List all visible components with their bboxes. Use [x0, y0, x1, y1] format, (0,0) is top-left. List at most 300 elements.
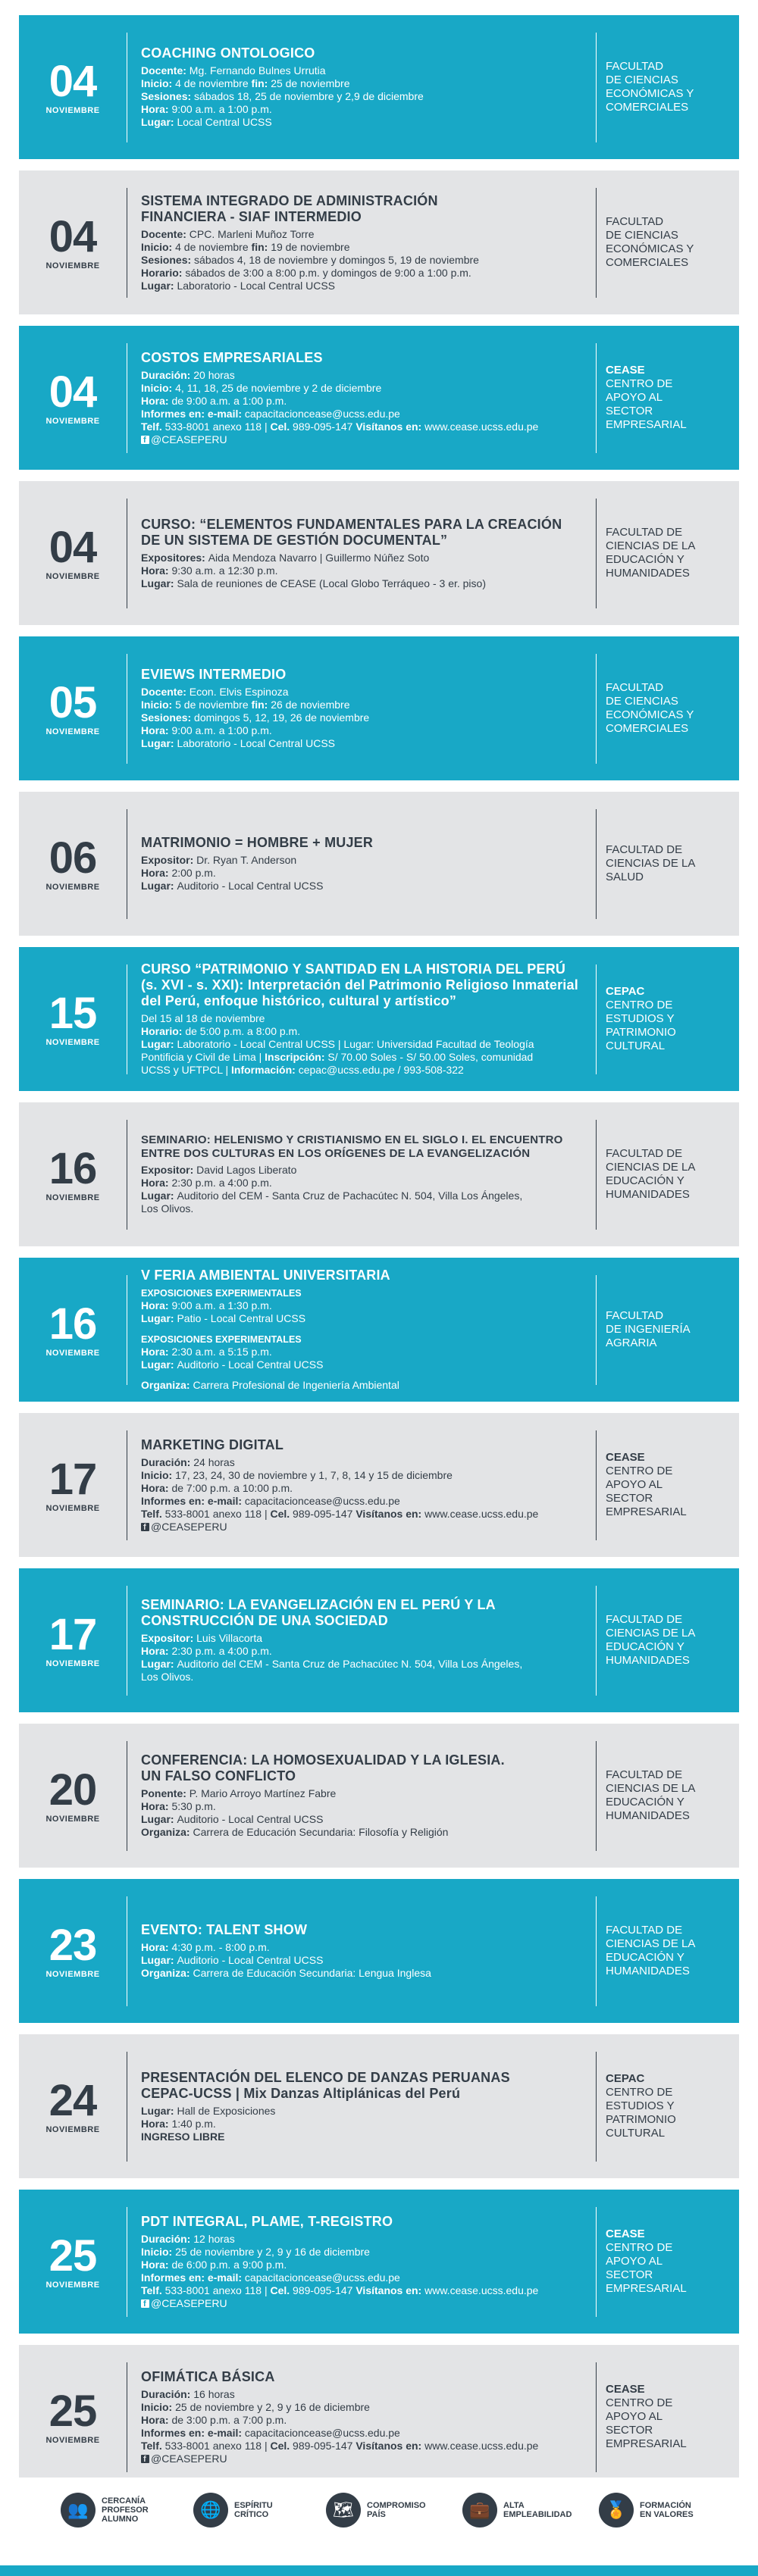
detail-value: 1:40 p.m. [171, 2117, 216, 2130]
event-day: 15 [49, 989, 97, 1038]
organizer-line: DE CIENCIAS [606, 695, 678, 708]
detail-label: Hora: [141, 2258, 172, 2271]
detail-value: 25 de noviembre y 2, 9 y 16 de diciembre [175, 2400, 370, 2413]
detail-label: Lugar: [141, 116, 177, 128]
event-detail [141, 2105, 590, 2118]
organizer-line: SECTOR [606, 405, 653, 417]
event-date [19, 1923, 127, 1979]
event-organizer [597, 1613, 739, 1668]
organizer-line: PATRIMONIO [606, 2113, 676, 2126]
detail-value: 533-8001 anexo 118 | [164, 420, 271, 433]
event-title [141, 2369, 590, 2385]
event-organizer [597, 215, 739, 270]
event-detail [141, 1012, 590, 1025]
detail-value: Carrera Profesional de Ingeniería Ambiental [193, 1379, 399, 1391]
detail-value: sábados de 3:00 a 8:00 p.m. y domingos de 9:00 a 1:00 p.m. [185, 266, 471, 279]
detail-label: Hora: [141, 1177, 172, 1189]
organizer-line: ESTUDIOS Y [606, 2099, 675, 2112]
detail-value: 9:30 a.m. a 12:30 p.m. [171, 564, 278, 577]
event-card [19, 2345, 739, 2489]
detail-label: Sesiones: [141, 90, 195, 102]
detail-label: Hora: [141, 103, 172, 115]
event-title-line: CURSO: “ELEMENTOS FUNDAMENTALES PARA LA CREACIÓN [141, 516, 562, 532]
event-detail [141, 577, 590, 590]
detail-label: Hora: [141, 394, 172, 407]
event-title-line: CEPAC-UCSS | Mix Danzas Altiplánicas del Perú [141, 2085, 461, 2101]
event-month: NOVIEMBRE [45, 1504, 100, 1513]
event-title-line: SEMINARIO: HELENISMO Y CRISTIANISMO EN EL SIGLO I. EL ENCUENTRO [141, 1133, 563, 1146]
event-info [127, 517, 590, 590]
detail-label: Hora: [141, 1941, 172, 1953]
detail-value: @CEASEPERU [151, 1520, 227, 1533]
event-day: 24 [49, 2076, 97, 2125]
value-label-line: ESPÍRITU [234, 2501, 273, 2510]
detail-label: Expositor: [141, 854, 197, 866]
organizer-line: DE CIENCIAS [606, 73, 678, 86]
detail-label: Lugar: [141, 880, 177, 892]
briefcase-icon: 💼 [462, 2493, 497, 2528]
event-detail [141, 77, 590, 90]
detail-label: Lugar: [141, 2104, 177, 2117]
detail-value: 9:00 a.m. a 1:00 p.m. [171, 724, 272, 736]
event-detail [141, 64, 590, 77]
event-title [141, 2070, 590, 2102]
value-label-line: EN VALORES [640, 2510, 694, 2519]
organizer-line: CULTURAL [606, 2127, 666, 2140]
event-detail [141, 2440, 590, 2453]
event-day: 04 [49, 367, 97, 417]
event-detail [141, 420, 590, 433]
detail-label: Lugar: [141, 737, 177, 749]
event-title [141, 1752, 590, 1784]
event-info [127, 2369, 590, 2465]
event-detail [141, 395, 590, 408]
event-detail [141, 2233, 590, 2246]
detail-value: de 6:00 p.m. a 9:00 p.m. [171, 2258, 287, 2271]
detail-value: Local Central UCSS [177, 116, 272, 128]
organizer-line: HUMANIDADES [606, 1809, 690, 1822]
detail-value: 989-095-147 [293, 2284, 356, 2296]
detail-label: Cel. [270, 420, 293, 433]
organizer-line: DE CIENCIAS [606, 229, 678, 242]
event-organizer [597, 681, 739, 736]
detail-value: 989-095-147 [293, 1507, 356, 1520]
detail-label: Visítanos en: [356, 420, 425, 433]
detail-label: Cel. [270, 1507, 293, 1520]
organizer-line: ECONÓMICAS Y [606, 708, 694, 721]
detail-label: Expositor: [141, 1632, 197, 1644]
facebook-icon [141, 2455, 149, 2463]
detail-value: Laboratorio - Local Central UCSS [177, 279, 335, 292]
event-info [127, 1922, 590, 1980]
detail-label: Inicio: [141, 2400, 176, 2413]
value-label-line: CERCANÍA [102, 2496, 146, 2506]
detail-value: 989-095-147 [293, 2439, 356, 2452]
detail-label: Cel. [270, 2284, 293, 2296]
event-card [19, 2190, 739, 2334]
value-label-line: COMPROMISO [367, 2501, 426, 2510]
detail-label: Inicio: [141, 699, 176, 711]
event-detail [141, 369, 590, 382]
organizer-line: EDUCACIÓN Y [606, 1951, 684, 1964]
detail-label: Lugar: [141, 1312, 177, 1324]
event-date [19, 2078, 127, 2134]
event-info [127, 1752, 590, 1839]
event-detail [141, 2414, 590, 2427]
organizer-line: COMERCIALES [606, 256, 689, 269]
event-day: 17 [49, 1455, 97, 1504]
detail-label: Sesiones: [141, 711, 195, 724]
event-organizer [597, 526, 739, 580]
facebook-icon [141, 2299, 149, 2308]
detail-value: Auditorio del CEM - Santa Cruz de Pachacútec N. 504, Villa Los Ángeles, [177, 1190, 523, 1202]
organizer-line: FACULTAD [606, 60, 664, 73]
detail-value: 19 de noviembre [271, 240, 350, 253]
organizer-line: FACULTAD DE [606, 526, 683, 539]
organizer-line: COMERCIALES [606, 722, 689, 735]
detail-value: Auditorio - Local Central UCSS [177, 880, 324, 892]
organizer-acronym: CEPAC [606, 985, 645, 998]
detail-label: Hora: [141, 564, 172, 577]
detail-label: Hora: [141, 1645, 172, 1657]
organizer-line: COMERCIALES [606, 101, 689, 114]
event-day: 16 [49, 1144, 97, 1193]
event-detail [141, 1671, 590, 1683]
value-item [326, 2493, 435, 2528]
event-title-line: COACHING ONTOLOGICO [141, 45, 315, 61]
detail-label: Ponente: [141, 1787, 190, 1799]
event-detail [141, 686, 590, 699]
organizer-line: ESTUDIOS Y [606, 1012, 675, 1025]
event-title-line: MARKETING DIGITAL [141, 1436, 284, 1452]
detail-label: Organiza: [141, 1826, 193, 1838]
organizer-line: APOYO AL [606, 391, 663, 404]
detail-label: Organiza: [141, 1967, 193, 1979]
event-detail [141, 382, 590, 395]
event-title-line: PDT INTEGRAL, PLAME, T-REGISTRO [141, 2213, 393, 2229]
organizer-acronym: CEASE [606, 364, 645, 377]
event-title [141, 1597, 590, 1629]
detail-label: Hora: [141, 2117, 172, 2130]
event-card [19, 1568, 739, 1712]
detail-label: Duración: [141, 2232, 194, 2245]
detail-value: 5 de noviembre [175, 699, 252, 711]
event-title [141, 835, 590, 851]
event-organizer [597, 1147, 739, 1202]
organizer-line: HUMANIDADES [606, 1965, 690, 1977]
event-detail [141, 1025, 590, 1038]
event-info [127, 1437, 590, 1533]
organizer-line: EDUCACIÓN Y [606, 1174, 684, 1187]
detail-value: David Lagos Liberato [196, 1164, 297, 1176]
event-card [19, 636, 739, 780]
organizer-line: ECONÓMICAS Y [606, 87, 694, 100]
detail-value: Auditorio - Local Central UCSS [177, 1813, 324, 1825]
detail-label: fin: [251, 699, 271, 711]
event-detail [141, 880, 590, 893]
detail-value: www.cease.ucss.edu.pe [424, 2439, 539, 2452]
event-date [19, 991, 127, 1047]
detail-value: Mg. Fernando Bulnes Urrutia [189, 64, 326, 77]
detail-label: Inicio: [141, 381, 176, 394]
detail-value: 25 de noviembre [271, 77, 350, 89]
event-day: 20 [49, 1765, 97, 1815]
event-title [141, 350, 590, 366]
detail-value: Auditorio del CEM - Santa Cruz de Pachacútec N. 504, Villa Los Ángeles, [177, 1658, 523, 1670]
event-detail [141, 1064, 590, 1077]
organizer-line: CENTRO DE [606, 2396, 673, 2409]
detail-label: Inicio: [141, 2245, 176, 2258]
detail-value: www.cease.ucss.edu.pe [424, 1507, 539, 1520]
organizer-line: CENTRO DE [606, 999, 673, 1011]
event-date [19, 1457, 127, 1513]
detail-label: Informes en: e-mail: [141, 2426, 245, 2439]
event-date [19, 833, 127, 892]
event-title [141, 667, 590, 683]
event-info [127, 667, 590, 750]
event-detail [141, 254, 590, 267]
event-detail [141, 1787, 590, 1800]
detail-label: Duración: [141, 1455, 194, 1468]
event-detail [141, 854, 590, 867]
detail-label: Lugar: [141, 577, 177, 589]
detail-value: de 9:00 a.m. a 1:00 p.m. [171, 394, 287, 407]
organizer-line: ECONÓMICAS Y [606, 242, 694, 255]
event-day: 16 [49, 1299, 97, 1349]
organizer-line: DE INGENIERÍA [606, 1323, 691, 1336]
detail-label: Hora: [141, 724, 172, 736]
detail-label: Informes en: e-mail: [141, 1494, 245, 1507]
event-info [127, 1268, 590, 1392]
detail-value: Laboratorio - Local Central UCSS [177, 737, 335, 749]
detail-label: fin: [251, 77, 271, 89]
event-organizer [597, 1768, 739, 1823]
value-label-line: ALUMNO [102, 2515, 139, 2524]
detail-label: INGRESO LIBRE [141, 2130, 225, 2143]
detail-label: Hora: [141, 1299, 172, 1311]
detail-value: Laboratorio - Local Central UCSS | Lugar: Universidad Facultad de Teología [177, 1038, 534, 1050]
event-month: NOVIEMBRE [45, 1815, 100, 1824]
detail-label: Hora: [141, 1481, 172, 1494]
detail-value: Luis Villacorta [196, 1632, 263, 1644]
organizer-line: EMPRESARIAL [606, 2282, 687, 2295]
detail-label: Duración: [141, 368, 194, 381]
detail-label: Inscripción: [265, 1051, 328, 1063]
event-title [141, 961, 590, 1009]
event-detail [141, 228, 590, 241]
detail-label: Telf. [141, 2439, 165, 2452]
event-organizer [597, 2072, 739, 2140]
detail-value: Los Olivos. [141, 1202, 194, 1215]
detail-value: 5:30 p.m. [171, 1800, 216, 1812]
event-detail [141, 1286, 590, 1299]
detail-value: Pontificia y Civil de Lima | [141, 1051, 265, 1063]
event-detail [141, 1521, 590, 1533]
event-card [19, 1102, 739, 1246]
event-detail [141, 1658, 590, 1671]
organizer-line: CIENCIAS DE LA [606, 539, 696, 552]
detail-value: CPC. Marleni Muñoz Torre [189, 227, 315, 240]
value-label-line: PAÍS [367, 2510, 386, 2519]
event-organizer [597, 985, 739, 1053]
detail-value: de 3:00 p.m. a 7:00 p.m. [171, 2413, 287, 2426]
event-card [19, 1879, 739, 2023]
event-detail [141, 2388, 590, 2401]
organizer-line: EMPRESARIAL [606, 418, 687, 431]
organizer-acronym: CEPAC [606, 2072, 645, 2085]
event-detail [141, 2131, 590, 2143]
detail-value: sábados 18, 25 de noviembre y 2,9 de diciembre [194, 90, 424, 102]
detail-value: 25 de noviembre y 2, 9 y 16 de diciembre [175, 2245, 370, 2258]
detail-value: 533-8001 anexo 118 | [164, 2439, 271, 2452]
detail-value: Auditorio - Local Central UCSS [177, 1358, 324, 1371]
event-card [19, 15, 739, 159]
detail-value: Del 15 al 18 de noviembre [141, 1012, 265, 1024]
event-month: NOVIEMBRE [45, 1038, 100, 1047]
event-day: 05 [49, 678, 97, 727]
detail-value: 2:30 p.m. a 4:00 p.m. [171, 1645, 272, 1657]
event-title [141, 1922, 590, 1938]
event-organizer [597, 1309, 739, 1350]
event-detail [141, 1177, 590, 1190]
event-day: 23 [49, 1921, 97, 1970]
footer [0, 2478, 758, 2576]
event-detail [141, 280, 590, 292]
organizer-line: FACULTAD [606, 1309, 664, 1322]
detail-label: Información: [231, 1064, 299, 1076]
event-title-line: CONFERENCIA: LA HOMOSEXUALIDAD Y LA IGLESIA. [141, 1752, 505, 1768]
detail-value: Patio - Local Central UCSS [177, 1312, 306, 1324]
event-month: NOVIEMBRE [45, 2125, 100, 2134]
detail-value: de 5:00 p.m. a 8:00 p.m. [185, 1025, 301, 1037]
detail-value: Los Olivos. [141, 1671, 194, 1683]
detail-value: 16 horas [193, 2387, 235, 2400]
event-month: NOVIEMBRE [45, 106, 100, 115]
detail-label: EXPOSICIONES EXPERIMENTALES [141, 1334, 302, 1345]
value-label [503, 2501, 572, 2519]
detail-value: 4:30 p.m. - 8:00 p.m. [171, 1941, 270, 1953]
medal-icon: 🏅 [599, 2493, 634, 2528]
event-title-line: SISTEMA INTEGRADO DE ADMINISTRACIÓN [141, 192, 438, 208]
event-detail [141, 1954, 590, 1967]
detail-label: Inicio: [141, 240, 176, 253]
organizer-acronym: CEASE [606, 2383, 645, 2396]
event-card [19, 170, 739, 314]
event-detail [141, 1038, 590, 1051]
event-date [19, 367, 127, 426]
detail-value: @CEASEPERU [151, 2296, 227, 2309]
organizer-line: SECTOR [606, 2268, 653, 2281]
event-detail [141, 1051, 590, 1064]
event-card [19, 481, 739, 625]
event-title-line: COSTOS EMPRESARIALES [141, 349, 323, 365]
detail-value: 17, 23, 24, 30 de noviembre y 1, 7, 8, 14 y 15 de diciembre [175, 1468, 453, 1481]
event-detail [141, 103, 590, 116]
detail-value: Aida Mendoza Navarro | Guillermo Núñez Soto [208, 551, 430, 564]
organizer-line: FACULTAD DE [606, 1768, 683, 1781]
event-detail [141, 1941, 590, 1954]
event-day: 06 [49, 833, 97, 883]
detail-label: Docente: [141, 227, 190, 240]
event-month: NOVIEMBRE [45, 727, 100, 736]
organizer-acronym: CEASE [606, 1451, 645, 1464]
event-detail [141, 1299, 590, 1312]
event-detail [141, 1190, 590, 1202]
event-organizer [597, 2383, 739, 2451]
detail-value: capacitacioncease@ucss.edu.pe [244, 1494, 400, 1507]
organizer-line: SECTOR [606, 2424, 653, 2437]
event-organizer [597, 1924, 739, 1978]
event-detail [141, 267, 590, 280]
detail-label: Lugar: [141, 1190, 177, 1202]
event-day: 25 [49, 2387, 97, 2436]
event-title-line: ENTRE DOS CULTURAS EN LOS ORÍGENES DE LA EVANGELIZACIÓN [141, 1147, 531, 1160]
organizer-line: EDUCACIÓN Y [606, 553, 684, 566]
footer-bar [0, 2565, 758, 2576]
detail-value: 12 horas [193, 2232, 235, 2245]
event-detail [141, 699, 590, 711]
organizer-line: CENTRO DE [606, 2241, 673, 2254]
organizer-line: CIENCIAS DE LA [606, 857, 696, 870]
detail-value: 4, 11, 18, 25 de noviembre y 2 de diciembre [175, 381, 382, 394]
event-detail [141, 2284, 590, 2297]
value-item [462, 2493, 572, 2528]
event-detail [141, 1469, 590, 1482]
detail-value: Hall de Exposiciones [177, 2104, 276, 2117]
event-detail [141, 2453, 590, 2465]
organizer-line: CULTURAL [606, 1039, 666, 1052]
event-organizer [597, 1451, 739, 1519]
event-month: NOVIEMBRE [45, 417, 100, 426]
event-detail [141, 1508, 590, 1521]
event-detail [141, 1482, 590, 1495]
detail-value: 9:00 a.m. a 1:30 p.m. [171, 1299, 272, 1311]
organizer-line: FACULTAD [606, 681, 664, 694]
event-title [141, 1133, 590, 1161]
facebook-icon [141, 436, 149, 444]
detail-label: Lugar: [141, 1038, 177, 1050]
event-detail [141, 408, 590, 420]
event-detail [141, 2259, 590, 2271]
organizer-acronym: CEASE [606, 2227, 645, 2240]
value-label [234, 2501, 302, 2519]
event-day: 25 [49, 2231, 97, 2281]
organizer-line: CIENCIAS DE LA [606, 1627, 696, 1640]
detail-label: Visítanos en: [356, 2439, 425, 2452]
detail-label: Telf. [141, 2284, 165, 2296]
event-organizer [597, 60, 739, 114]
peru-map-icon: 🗺 [326, 2493, 361, 2528]
event-detail [141, 552, 590, 564]
detail-value: 2:30 a.m. a 5:15 p.m. [171, 1346, 272, 1358]
event-title [141, 193, 590, 225]
event-detail [141, 1202, 590, 1215]
detail-label: Lugar: [141, 1358, 177, 1371]
event-title-line: EVENTO: TALENT SHOW [141, 1922, 308, 1937]
event-detail [141, 2401, 590, 2414]
group-icon: 👥 [61, 2493, 96, 2528]
value-item [599, 2493, 708, 2528]
detail-label: Horario: [141, 266, 186, 279]
detail-label: Cel. [270, 2439, 293, 2452]
event-card [19, 1413, 739, 1557]
detail-value: 533-8001 anexo 118 | [164, 2284, 271, 2296]
organizer-line: APOYO AL [606, 2255, 663, 2268]
detail-value: cepac@ucss.edu.pe / 993-508-322 [298, 1064, 464, 1076]
value-label-line: ALTA [503, 2501, 525, 2510]
detail-label: Telf. [141, 1507, 165, 1520]
detail-value: www.cease.ucss.edu.pe [424, 420, 539, 433]
